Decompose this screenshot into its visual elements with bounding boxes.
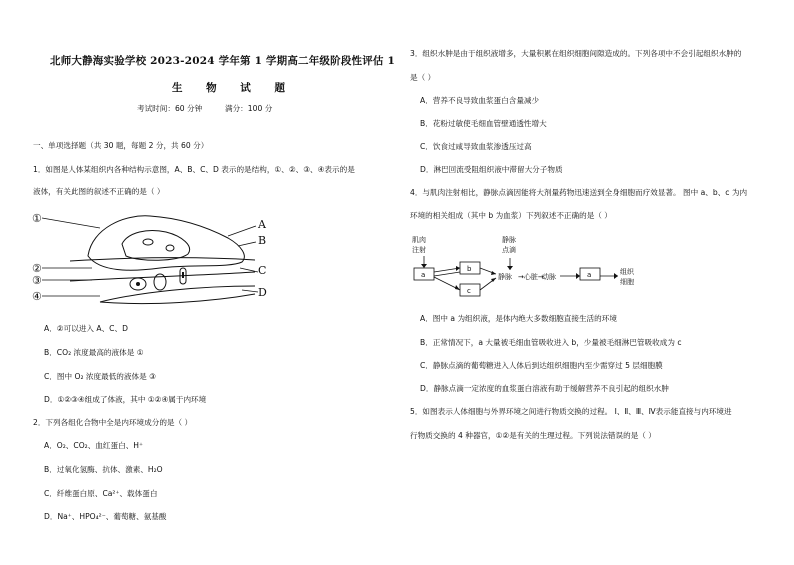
q3-option-d: D．淋巴回流受阻组织液中滞留大分子物质 bbox=[420, 165, 563, 174]
fig-label-2: ② bbox=[32, 262, 42, 275]
q1-option-d: D．①②③④组成了体液，其中 ①②④属于内环境 bbox=[44, 395, 207, 404]
tissue-structure-figure bbox=[30, 206, 270, 310]
q2-stem: 2．下列各组化合物中全是内环境成分的是（ ） bbox=[33, 418, 193, 427]
label-inject-1: 肌肉 bbox=[412, 236, 426, 244]
q3-option-a: A．营养不良导致血浆蛋白含量减少 bbox=[420, 96, 540, 105]
q5-stem-line2: 行物质交换的 4 种器官，①②是有关的生理过程。下列说法错误的是（ ） bbox=[410, 431, 656, 440]
injection-flow-diagram bbox=[410, 232, 650, 300]
q2-option-b: B．过氧化氢酶、抗体、激素、H₂O bbox=[44, 465, 163, 474]
subject-title: 生 物 试 题 bbox=[172, 82, 295, 94]
label-cell-1: 组织 bbox=[620, 268, 634, 276]
q4-option-b: B．正常情况下，a 大量被毛细血管吸收进入 b，少量被毛细淋巴管吸收成为 c bbox=[420, 338, 682, 347]
fig-label-D: D bbox=[258, 286, 267, 299]
label-artery: 动脉 bbox=[542, 273, 556, 281]
fig-label-3: ③ bbox=[32, 274, 42, 287]
q3-stem-line2: 是（ ） bbox=[410, 73, 436, 82]
fig-label-4: ④ bbox=[32, 290, 42, 303]
fig-label-1: ① bbox=[32, 212, 42, 225]
label-vein: 静脉 bbox=[498, 273, 512, 281]
fig-label-B: B bbox=[258, 234, 267, 247]
node-c: c bbox=[467, 287, 471, 295]
node-a2: a bbox=[587, 271, 592, 279]
q3-option-c: C．饮食过咸导致血浆渗透压过高 bbox=[420, 142, 532, 151]
exam-time: 考试时间：60 分钟 bbox=[137, 104, 203, 113]
label-inject-2: 注射 bbox=[412, 246, 426, 254]
label-heart: →心脏→ bbox=[518, 273, 544, 281]
q1-option-c: C．图中 O₂ 浓度最低的液体是 ③ bbox=[44, 372, 156, 381]
q4-stem-line1: 4．与肌肉注射相比，静脉点滴因能将大剂量药物迅速送到全身细胞而疗效显著。 图中 a、b、c 为内 bbox=[410, 188, 748, 197]
q2-option-d: D．Na⁺、HPO₄²⁻、葡萄糖、氨基酸 bbox=[44, 512, 167, 521]
q1-option-b: B．CO₂ 浓度最高的液体是 ① bbox=[44, 348, 144, 357]
node-a: a bbox=[421, 271, 426, 279]
q5-stem-line1: 5．如图表示人体细胞与外界环境之间进行物质交换的过程。 Ⅰ、Ⅱ、Ⅲ、Ⅳ表示能直接与内环境进 bbox=[410, 407, 732, 416]
q1-stem-line2: 液体，有关此图的叙述不正确的是（ ） bbox=[33, 187, 165, 196]
q1-stem-line1: 1．如图是人体某组织内各种结构示意图，A、B、C、D 表示的是结构，①、②、③、④表示的是 bbox=[33, 165, 355, 174]
q3-option-b: B．花粉过敏使毛细血管壁通透性增大 bbox=[420, 119, 547, 128]
section-heading: 一、单项选择题（共 30 题，每题 2 分，共 60 分） bbox=[33, 141, 209, 150]
q4-option-d: D．静脉点滴一定浓度的血浆蛋白溶液有助于缓解营养不良引起的组织水肿 bbox=[420, 384, 669, 393]
q4-option-a: A．图中 a 为组织液，是体内绝大多数细胞直接生活的环境 bbox=[420, 314, 617, 323]
q3-stem-line1: 3．组织水肿是由于组织液增多，大量积累在组织细胞间隙造成的。下列各项中不会引起组织水肿的 bbox=[410, 49, 742, 58]
q2-option-c: C．纤维蛋白原、Ca²⁺、载体蛋白 bbox=[44, 489, 158, 498]
fig-label-C: C bbox=[258, 264, 267, 277]
q2-option-a: A．O₂、CO₂、血红蛋白、H⁺ bbox=[44, 441, 144, 450]
label-drip-2: 点滴 bbox=[502, 246, 516, 254]
q1-option-a: A．②可以进入 A、C、D bbox=[44, 324, 128, 333]
node-b: b bbox=[467, 265, 472, 273]
exam-title: 北师大静海实验学校 2023-2024 学年第 1 学期高二年级阶段性评估 1 bbox=[50, 55, 395, 67]
full-score: 满分：100 分 bbox=[225, 104, 273, 113]
q4-stem-line2: 环境的相关组成（其中 b 为血浆）下列叙述不正确的是（ ） bbox=[410, 211, 612, 220]
q4-option-c: C．静脉点滴的葡萄糖进入人体后到达组织细胞内至少需穿过 5 层细胞膜 bbox=[420, 361, 663, 370]
label-drip-1: 静脉 bbox=[502, 236, 516, 244]
fig-label-A: A bbox=[258, 218, 266, 231]
label-cell-2: 细胞 bbox=[620, 278, 634, 286]
